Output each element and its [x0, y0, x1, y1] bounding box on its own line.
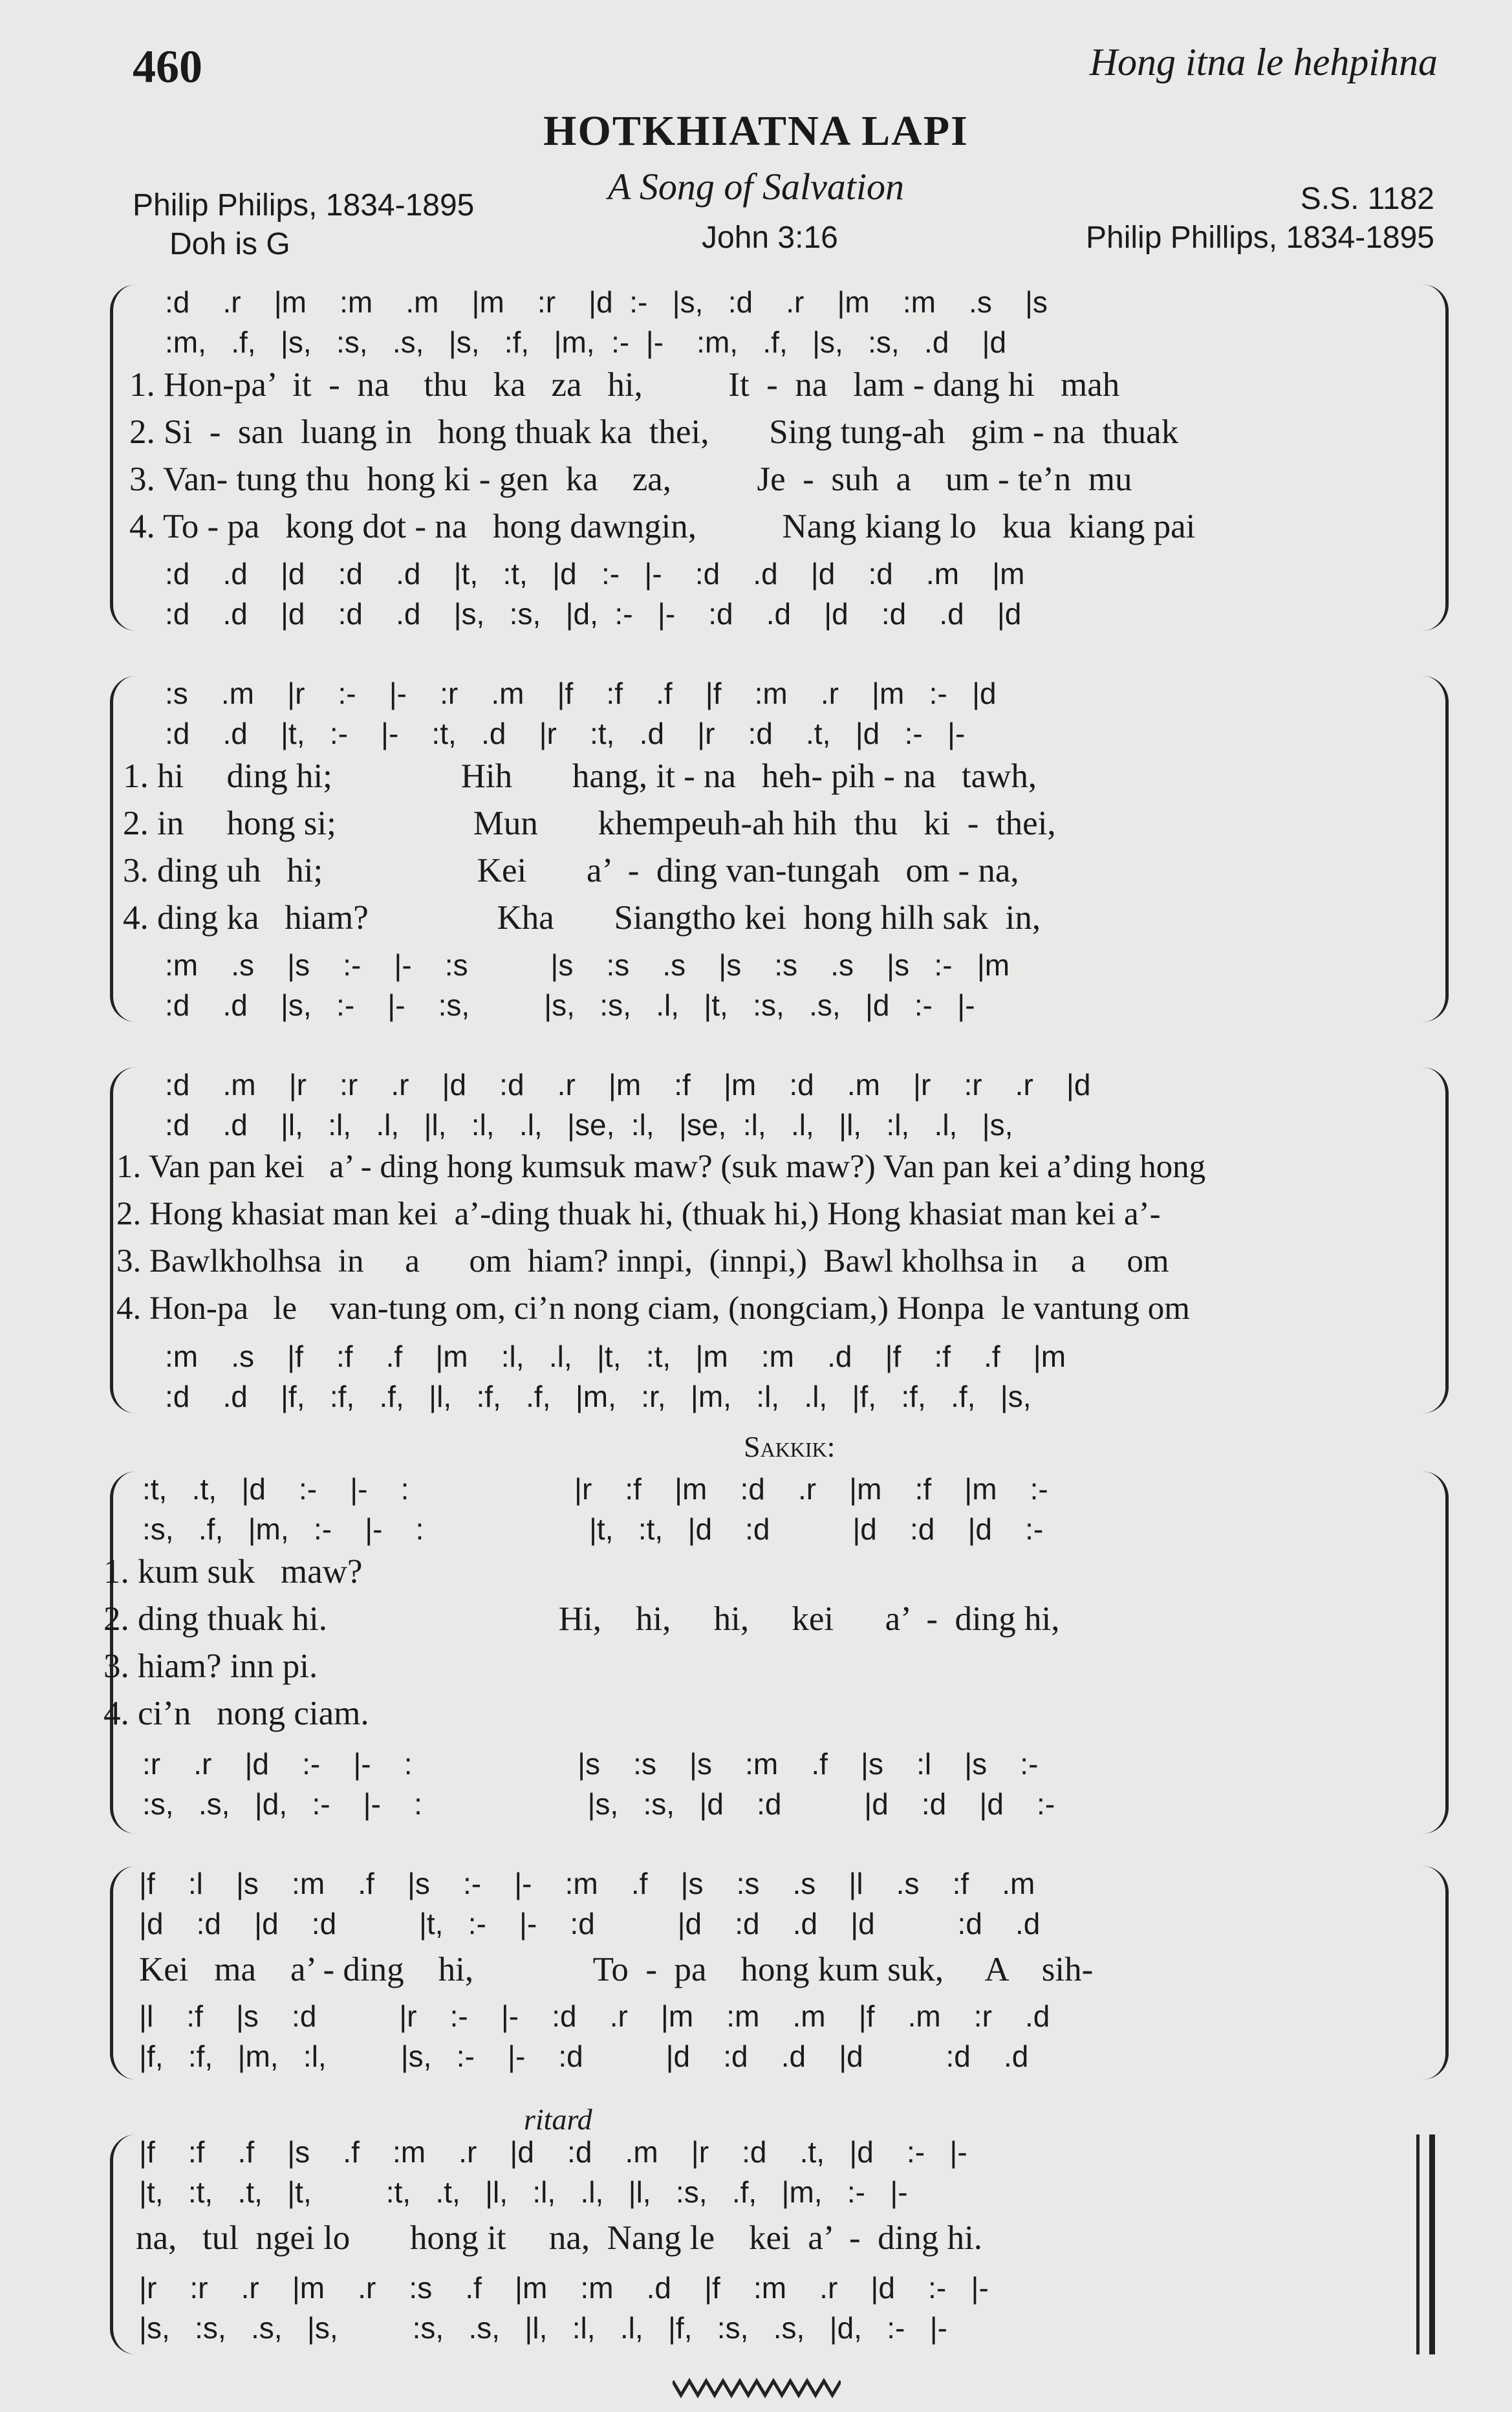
soprano-line: :d .r |m :m .m |m :r |d :- |s, :d .r |m :m .s |s — [165, 285, 1048, 319]
composer-left: Philip Philips, 1834-1895 — [133, 188, 475, 223]
verse-4-lyric: 4. ci’n nong ciam. — [103, 1695, 369, 1732]
tenor-line: |l :f |s :d |r :- |- :d .r |m :m .m |f .m :r .d — [139, 1999, 1050, 2033]
hymn-subtitle: A Song of Salvation — [607, 166, 905, 208]
key-signature: Doh is G — [169, 227, 290, 261]
music-system-2 — [116, 676, 1442, 1022]
running-title: Hong itna le hehpihna — [1089, 41, 1438, 83]
soprano-line: |f :l |s :m .f |s :- |- :m .f |s :s .s |l .s :f .m — [139, 1867, 1035, 1900]
soprano-line: :t, .t, |d :- |- : |r :f |m :d .r |m :f |m :- — [142, 1472, 1048, 1506]
composer-right: Philip Phillips, 1834-1895 — [1085, 221, 1434, 255]
bass-line: :d .d |d :d .d |s, :s, |d, :- |- :d .d |d :d .d |d — [165, 597, 1022, 631]
tenor-line: :r .r |d :- |- : |s :s |s :m .f |s :l |s :- — [142, 1747, 1039, 1781]
verse-3-lyric: 3. Bawlkholhsa in a om hiam? innpi, (innpi,) Bawl kholhsa in a om — [116, 1243, 1169, 1279]
verse-1-lyric: 1. Hon-pa’ it - na thu ka za hi, It - na lam - dang hi mah — [129, 366, 1120, 404]
music-system-6 — [116, 2135, 1442, 2354]
system-brace — [110, 285, 139, 631]
alto-line: :d .d |l, :l, .l, |l, :l, .l, |se, :l, |se, :l, .l, |l, :l, .l, |s, — [165, 1108, 1013, 1142]
scripture-reference: John 3:16 — [702, 221, 838, 255]
verse-3-lyric: 3. hiam? inn pi. — [103, 1647, 318, 1685]
music-system-3 — [116, 1067, 1442, 1413]
final-barline — [1416, 2135, 1420, 2354]
alto-line: :s, .f, |m, :- |- : |t, :t, |d :d |d :d |d :- — [142, 1512, 1044, 1546]
chorus-lyric: Kei ma a’ - ding hi, To - pa hong kum suk, A sih- — [139, 1951, 1094, 1988]
system-brace — [110, 1866, 139, 2080]
hymn-code: S.S. 1182 — [1300, 182, 1434, 216]
soprano-line: |f :f .f |s .f :m .r |d :d .m |r :d .t, |d :- |- — [139, 2135, 967, 2169]
verse-2-lyric: 2. ding thuak hi. Hi, hi, hi, kei a’ - ding hi, — [103, 1600, 1060, 1638]
verse-2-lyric: 2. Hong khasiat man kei a’-ding thuak hi, (thuak hi,) Hong khasiat man kei a’- — [116, 1196, 1161, 1232]
page-number: 460 — [133, 41, 202, 92]
bass-line: |f, :f, |m, :l, |s, :- |- :d |d :d .d |d :d .d — [139, 2039, 1029, 2073]
chorus-label: Sakkik: — [744, 1430, 836, 1463]
final-barline-thick — [1429, 2135, 1435, 2354]
hymn-title: HOTKHIATNA LAPI — [543, 107, 969, 155]
system-brace — [110, 2135, 139, 2354]
verse-1-lyric: 1. hi ding hi; Hih hang, it - na heh- pih - na tawh, — [123, 757, 1037, 795]
verse-1-lyric: 1. Van pan kei a’ - ding hong kumsuk maw? (suk maw?) Van pan kei a’ding hong — [116, 1149, 1206, 1185]
chorus-lyric: na, tul ngei lo hong it na, Nang le kei a’ - ding hi. — [136, 2219, 983, 2257]
alto-line: |t, :t, .t, |t, :t, .t, |l, :l, .l, |l, :s, .f, |m, :- |- — [139, 2175, 908, 2209]
alto-line: :d .d |t, :- |- :t, .d |r :t, .d |r :d .t, |d :- |- — [165, 717, 966, 750]
music-system-1 — [116, 285, 1442, 631]
end-ornament — [673, 2377, 841, 2399]
tenor-line: :m .s |s :- |- :s |s :s .s |s :s .s |s :- |m — [165, 948, 1010, 982]
bass-line: :s, .s, |d, :- |- : |s, :s, |d :d |d :d |d :- — [142, 1787, 1055, 1821]
music-system-5 — [116, 1866, 1442, 2080]
tenor-line: |r :r .r |m .r :s .f |m :m .d |f :m .r |d :- |- — [139, 2271, 989, 2305]
system-brace — [110, 1067, 139, 1413]
verse-3-lyric: 3. Van- tung thu hong ki - gen ka za, Je - suh a um - te’n mu — [129, 461, 1132, 498]
music-system-4 — [103, 1472, 1442, 1834]
verse-3-lyric: 3. ding uh hi; Kei a’ - ding van-tungah om - na, — [123, 852, 1019, 889]
alto-line: |d :d |d :d |t, :- |- :d |d :d .d |d :d .d — [139, 1907, 1041, 1940]
soprano-line: :d .m |r :r .r |d :d .r |m :f |m :d .m |r :r .r |d — [165, 1068, 1091, 1102]
verse-1-lyric: 1. kum suk maw? — [103, 1553, 363, 1591]
verse-4-lyric: 4. Hon-pa le van-tung om, ci’n nong ciam, (nongciam,) Honpa le vantung om — [116, 1290, 1190, 1327]
tenor-line: :m .s |f :f .f |m :l, .l, |t, :t, |m :m .d |f :f .f |m — [165, 1340, 1066, 1373]
bass-line: |s, :s, .s, |s, :s, .s, |l, :l, .l, |f, :s, .s, |d, :- |- — [139, 2311, 947, 2345]
soprano-line: :s .m |r :- |- :r .m |f :f .f |f :m .r |m :- |d — [165, 677, 997, 710]
bass-line: :d .d |f, :f, .f, |l, :f, .f, |m, :r, |m, :l, .l, |f, :f, .f, |s, — [165, 1380, 1031, 1413]
tempo-marking: ritard — [524, 2103, 592, 2136]
verse-2-lyric: 2. in hong si; Mun khempeuh-ah hih thu ki - thei, — [123, 805, 1056, 842]
tenor-line: :d .d |d :d .d |t, :t, |d :- |- :d .d |d :d .m |m — [165, 557, 1025, 591]
system-brace — [110, 676, 139, 1022]
verse-4-lyric: 4. To - pa kong dot - na hong dawngin, Nang kiang lo kua kiang pai — [129, 508, 1196, 545]
bass-line: :d .d |s, :- |- :s, |s, :s, .l, |t, :s, .s, |d :- |- — [165, 988, 975, 1022]
alto-line: :m, .f, |s, :s, .s, |s, :f, |m, :- |- :m, .f, |s, :s, .d |d — [165, 325, 1007, 359]
verse-2-lyric: 2. Si - san luang in hong thuak ka thei, Sing tung-ah gim - na thuak — [129, 413, 1179, 451]
verse-4-lyric: 4. ding ka hiam? Kha Siangtho kei hong hilh sak in, — [123, 899, 1041, 937]
